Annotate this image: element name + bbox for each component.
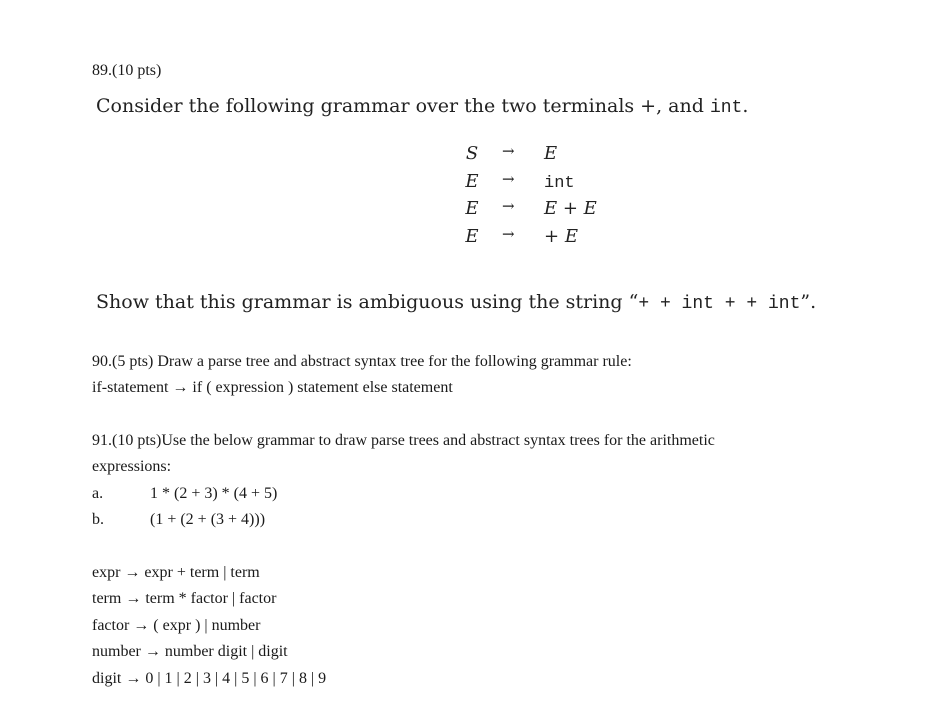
q90-rule: if-statement → if ( expression ) statement else statement: [92, 379, 453, 396]
q91-item-label: a.: [92, 485, 104, 502]
grammar-rule-lhs: E: [465, 198, 479, 219]
grammar-rule-rhs: [544, 226, 578, 247]
q91-item-expr: 1 * (2 + 3) * (4 + 5): [150, 485, 278, 502]
q89-intro-prefix: Consider the following grammar over the two terminals +, and: [96, 95, 710, 117]
grammar-rule-arrow: →: [502, 224, 515, 243]
grammar-rule-lhs: S: [465, 143, 479, 164]
q91-prompt: 91.(10 pts)Use the below grammar to draw parse trees and abstract syntax trees for the arithmetic: [92, 432, 715, 449]
grammar-rule-rhs-part: E: [564, 225, 578, 247]
grammar-rule-lhs: E: [465, 170, 479, 192]
grammar-rule-rhs: [544, 143, 557, 164]
q89-intro: [96, 95, 748, 118]
grammar-rule-rhs-part: E: [544, 143, 558, 164]
grammar-rule-arrow: →: [502, 197, 515, 215]
q91-grammar-rule-factor: factor → ( expr ) | number: [92, 617, 261, 634]
grammar-rule-rhs-part: E: [544, 198, 558, 219]
q91-grammar-rule-term: term → term * factor | factor: [92, 590, 277, 607]
q89-task-suffix: ”.: [800, 291, 817, 313]
q91-grammar-rule-digit: digit → 0 | 1 | 2 | 3 | 4 | 5 | 6 | 7 | 8 | 9: [92, 670, 327, 687]
q89-task: [96, 291, 816, 314]
q89-task-prefix: Show that this grammar is ambiguous using the string “: [96, 291, 639, 313]
q91-grammar-rule-number: number → number digit | digit: [92, 643, 288, 660]
grammar-rule-rhs-part: +: [544, 225, 565, 247]
q91-prompt-continued: expressions:: [92, 458, 172, 475]
grammar-rule-rhs: [544, 171, 575, 193]
q89-intro-terminal: int: [709, 98, 743, 118]
q91-grammar-rule-expr: expr → expr + term | term: [92, 564, 260, 581]
grammar-rule-lhs: E: [465, 225, 479, 247]
q89-header: 89.(10 pts): [92, 62, 162, 79]
q89-intro-suffix: .: [742, 95, 749, 117]
grammar-rule-rhs: [544, 198, 597, 219]
q89-task-string: + + int + + int: [638, 294, 801, 314]
grammar-rule-rhs-part: int: [544, 173, 575, 193]
q91-item-expr: (1 + (2 + (3 + 4))): [150, 511, 266, 528]
grammar-rule-rhs-part: +: [557, 198, 584, 219]
grammar-rule-arrow: →: [502, 142, 515, 160]
grammar-rule-arrow: →: [502, 169, 515, 188]
q91-item-label: b.: [92, 511, 104, 528]
grammar-rule-rhs-part: E: [583, 198, 597, 219]
q90-prompt: 90.(5 pts) Draw a parse tree and abstract syntax tree for the following grammar rule:: [92, 353, 632, 370]
